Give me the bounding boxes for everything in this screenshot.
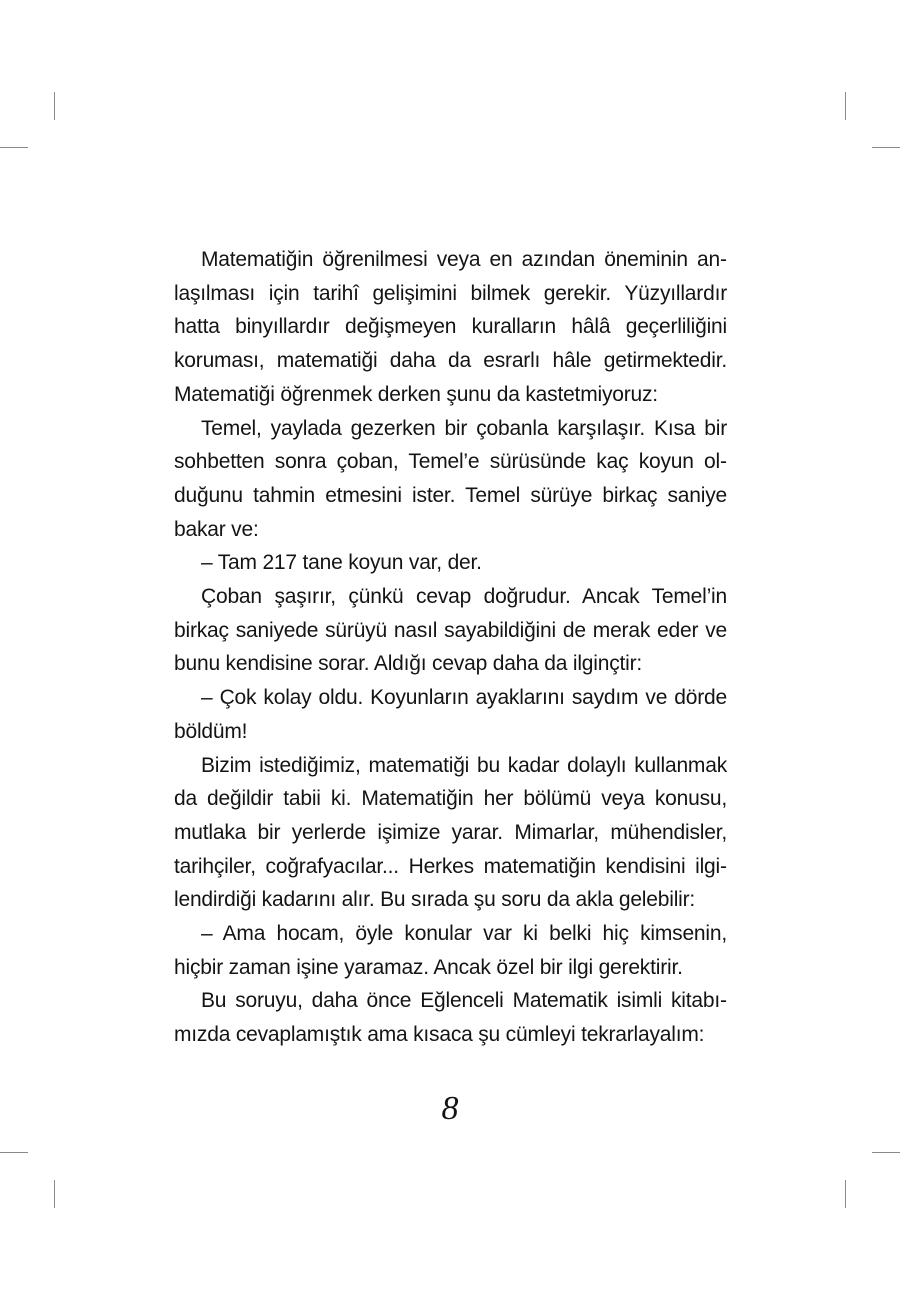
paragraph: – Çok kolay oldu. Koyunların ayaklarını saydım ve dörde böldüm! bbox=[174, 686, 727, 743]
crop-mark-bottom-left-vertical bbox=[54, 1180, 55, 1208]
body-text bbox=[174, 243, 727, 1052]
page-number: 8 bbox=[441, 1090, 459, 1127]
paragraph: Bu soruyu, daha önce Eğlenceli Matematik isimli kitabımızda cevaplamıştık ama kısaca şu cümleyi tekrarlayalım: bbox=[174, 989, 727, 1047]
crop-mark-top-right-horizontal bbox=[872, 147, 900, 148]
crop-mark-top-left-horizontal bbox=[0, 147, 28, 148]
paragraph: – Tam 217 tane koyun var, der. bbox=[201, 551, 482, 575]
crop-mark-top-right-vertical bbox=[845, 92, 846, 120]
paragraph: Bizim istediğimiz, matematiği bu kadar dolaylı kullanmak da değildir tabii ki. Matematiğin her bölümü veya konusu, mutlaka bir yerlerde işimize yarar. Mimarlar, mühendisler, tarihçiler, coğrafyacılar... Herkes matematiğin kendisini ilgilendirdiği kadarını alır. Bu sırada şu soru da akla gelebilir: bbox=[174, 753, 727, 912]
crop-mark-top-left-vertical bbox=[54, 92, 55, 120]
crop-mark-bottom-left-horizontal bbox=[0, 1152, 28, 1153]
crop-mark-bottom-right-vertical bbox=[845, 1180, 846, 1208]
crop-mark-bottom-right-horizontal bbox=[872, 1152, 900, 1153]
paragraph: – Ama hocam, öyle konular var ki belki hiç kimsenin, hiçbir zaman işine yaramaz. Ancak özel bir ilgi gerektirir. bbox=[174, 922, 727, 979]
paragraph: Matematiğin öğrenilmesi veya en azından öneminin anlaşılması için tarihî gelişimini bilmek gerekir. Yüzyıllardır hatta binyıllardır değişmeyen kuralların hâlâ geçerliliğini koruması, matematiği daha da esrarlı hâle getirmektedir. Matematiği öğrenmek derken şunu da kastetmiyoruz: bbox=[174, 248, 727, 406]
paragraph: Çoban şaşırır, çünkü cevap doğrudur. Ancak Temel’in birkaç saniyede sürüyü nasıl sayabildiğini de merak eder ve bunu kendisine sorar. Aldığı cevap daha da ilginçtir: bbox=[174, 585, 727, 676]
paragraph: Temel, yaylada gezerken bir çobanla karşılaşır. Kısa bir sohbetten sonra çoban, Temel’e sürüsünde kaç koyun olduğunu tahmin etmesini ister. Temel sürüye birkaç saniye bakar ve: bbox=[174, 416, 727, 541]
